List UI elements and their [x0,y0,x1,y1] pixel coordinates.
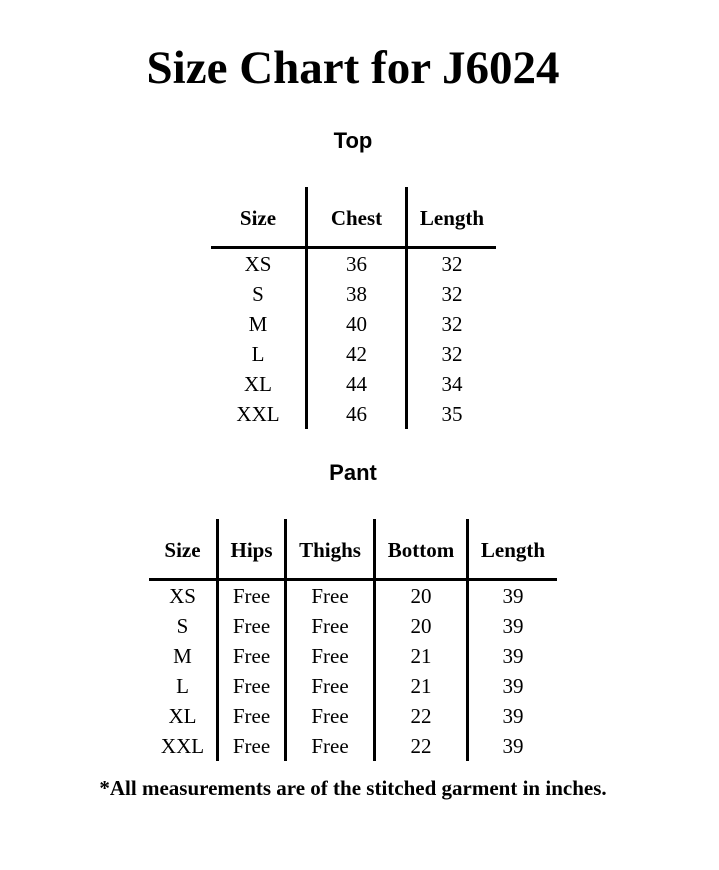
pant-table-header-row [149,519,557,580]
table-row [211,399,496,429]
pant-header-size: Size [149,519,218,580]
top-cell-length: 32 [407,279,497,309]
pant-cell-hips: Free [218,611,286,641]
pant-cell-hips: Free [218,580,286,612]
pant-cell-bottom: 21 [375,671,468,701]
top-header-chest: Chest [307,187,407,248]
page-title: Size Chart for J6024 [146,42,560,94]
table-row [211,248,496,280]
top-cell-size: XL [244,371,272,396]
table-row [149,580,557,612]
pant-size-table [149,519,557,761]
pant-cell-bottom: 21 [375,641,468,671]
table-row [211,309,496,339]
top-header-length: Length [407,187,497,248]
pant-cell-thighs: Free [286,641,375,671]
pant-cell-size: XS [169,583,196,608]
top-cell-length: 32 [407,248,497,280]
pant-cell-size: XXL [160,733,205,758]
pant-cell-bottom: 20 [375,611,468,641]
pant-cell-size: M [173,643,192,668]
pant-header-length: Length [468,519,558,580]
top-cell-chest: 42 [307,339,407,369]
pant-cell-length: 39 [468,731,558,761]
pant-header-bottom: Bottom [375,519,468,580]
top-cell-size: M [248,311,268,336]
pant-cell-length: 39 [468,641,558,671]
top-section-heading: Top [333,128,373,153]
pant-cell-hips: Free [218,641,286,671]
pant-cell-bottom: 20 [375,580,468,612]
top-header-size: Size [211,187,307,248]
top-cell-size: XS [244,251,272,276]
pant-cell-thighs: Free [286,611,375,641]
top-cell-length: 32 [407,339,497,369]
pant-header-hips: Hips [218,519,286,580]
pant-cell-bottom: 22 [375,701,468,731]
pant-cell-length: 39 [468,580,558,612]
pant-cell-hips: Free [218,671,286,701]
table-row [149,731,557,761]
pant-cell-bottom: 22 [375,731,468,761]
pant-cell-size: S [176,613,189,638]
top-cell-size: XXL [236,401,280,426]
pant-cell-thighs: Free [286,731,375,761]
top-cell-size: S [252,281,264,306]
top-cell-size: L [251,341,265,366]
top-table-header-row [211,187,496,248]
pant-header-thighs: Thighs [286,519,375,580]
table-row [211,339,496,369]
pant-section-heading: Pant [329,460,377,485]
top-cell-chest: 44 [307,369,407,399]
pant-cell-length: 39 [468,611,558,641]
top-cell-chest: 40 [307,309,407,339]
table-row [149,611,557,641]
pant-cell-hips: Free [218,701,286,731]
pant-cell-hips: Free [218,731,286,761]
table-row [149,671,557,701]
pant-cell-size: XL [168,703,197,728]
pant-cell-length: 39 [468,701,558,731]
top-cell-length: 34 [407,369,497,399]
top-cell-chest: 46 [307,399,407,429]
table-row [149,701,557,731]
pant-cell-thighs: Free [286,671,375,701]
top-cell-length: 35 [407,399,497,429]
pant-cell-thighs: Free [286,580,375,612]
pant-cell-size: L [176,673,189,698]
table-row [211,369,496,399]
measurement-footnote: *All measurements are of the stitched garment in inches. [99,776,607,800]
top-size-table [211,187,496,429]
pant-cell-length: 39 [468,671,558,701]
top-cell-chest: 36 [307,248,407,280]
table-row [149,641,557,671]
top-cell-length: 32 [407,309,497,339]
table-row [211,279,496,309]
pant-cell-thighs: Free [286,701,375,731]
top-cell-chest: 38 [307,279,407,309]
